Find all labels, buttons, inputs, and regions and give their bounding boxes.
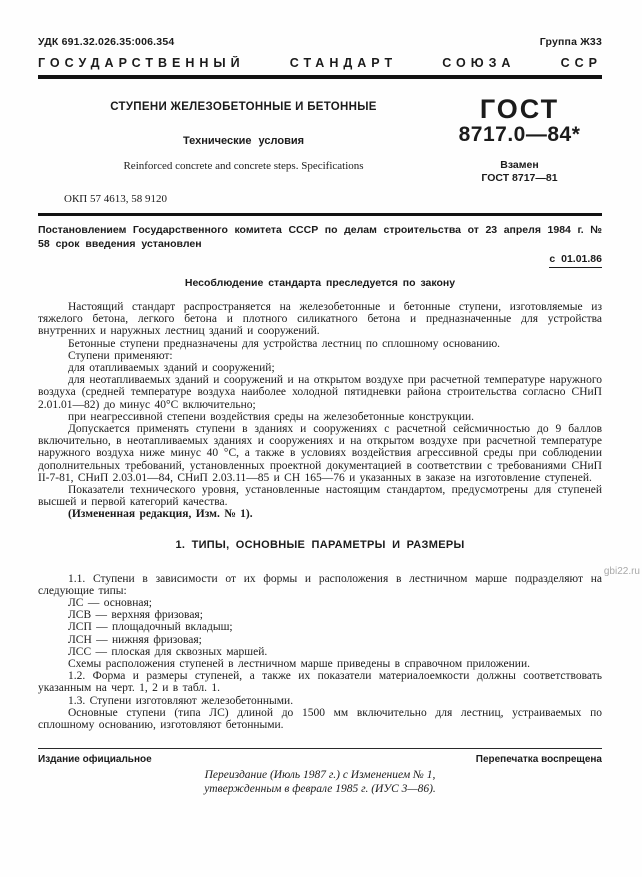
okp-code: ОКП 57 4613, 58 9120: [64, 193, 167, 205]
intro-paragraph: при неагрессивной степени воздействия среды на железобетонные конструкции.: [68, 410, 475, 423]
intro-paragraph: для неотапливаемых зданий и сооружений и на открытом воздухе при расчетной температуре наружного воздуха (средней температуре воздуха наиболее холодной пятидневки района строительства согласно СНиП 2.01.01—82) до минус 40°С включительно;: [38, 374, 602, 411]
intro-paragraph: Допускается применять ступени в зданиях и сооружениях с расчетной сейсмичностью до 9 баллов включительно, в неотапливаемых зданиях и сооружениях и на открытом воздухе при расчетной температуре наружного воздуха ниже минус 40 °С, а также в условиях воздействия агрессивной среды при соблюдении дополнительных требований, установленных проектной документацией в соответствии с требованиями СНиП II-7-81, СНиП 2.03.01—84, СНиП 2.03.11—85 и СН 165—76 и указанных в заказе на изготовление ступеней.: [38, 423, 602, 484]
classification-row: [38, 36, 602, 48]
header-divider: [38, 75, 602, 79]
section-paragraph: 1.1. Ступени в зависимости от их формы и расположения в лестничном марше подразделяют на следующие типы:: [38, 572, 602, 597]
section-paragraph: 1.2. Форма и размеры ступеней, а также их показатели материалоемкости должны соответствовать указанным на черт. 1, 2 и в табл. 1.: [38, 670, 602, 695]
step-type-item: ЛСП — площадочный вкладыш;: [68, 621, 233, 634]
group-label: Группа Ж33: [539, 36, 602, 48]
gost-label: ГОСТ: [479, 94, 560, 124]
intro-paragraph: Бетонные ступени предназначены для устройства лестниц по сплошному основанию.: [68, 337, 501, 350]
effective-date-value: с 01.01.86: [549, 253, 602, 268]
reissue-note-line1: Переиздание (Июль 1987 г.) с Изменением № 1,: [204, 769, 436, 781]
title-column: [38, 101, 437, 185]
doc-title: СТУПЕНИ ЖЕЛЕЗОБЕТОННЫЕ И БЕТОННЫЕ: [110, 101, 377, 113]
reissue-note-line2: утвержденным в феврале 1985 г. (ИУС 3—86).: [204, 783, 436, 795]
intro-paragraph: Настоящий стандарт распространяется на железобетонные и бетонные ступени, изготовляемые из тяжелого бетона, легкого бетона и плотного силикатного бетона и предназначенные для устройства внутренних и наружных лестниц зданий и сооружений.: [38, 301, 602, 338]
intro-paragraph: Показатели технического уровня, установленные настоящим стандартом, предусмотрены для ступеней высшей и первой категорий качества.: [38, 484, 602, 509]
section-paragraph: Схемы расположения ступеней в лестничном марше приведены в справочном приложении.: [68, 658, 530, 671]
footer-divider: [38, 748, 602, 749]
title-area: [38, 94, 602, 185]
law-notice: Несоблюдение стандарта преследуется по закону: [184, 277, 456, 289]
replaces-label: Взамен: [500, 159, 539, 171]
intro-paragraph: для отапливаемых зданий и сооружений;: [68, 362, 275, 375]
step-type-item: ЛС — основная;: [68, 597, 152, 610]
replaces-block: [437, 159, 602, 185]
official-edition-label: Издание официальное: [38, 754, 152, 765]
intro-section: [38, 301, 602, 521]
udk-label: УДК 691.32.026.35:006.354: [38, 36, 175, 48]
footer-labels: [38, 754, 602, 765]
decree-text: Постановлением Государственного комитета СССР по делам строительства от 23 апреля 1984 г. № 58 срок введения установлен: [38, 224, 602, 250]
section-paragraph: Основные ступени (типа ЛС) длиной до 1500 мм включительно для лестниц, устраиваемых по сплошному основанию, изготовляют бетонными.: [38, 706, 602, 732]
effective-date: [38, 253, 602, 265]
reprint-prohibited-label: Перепечатка воспрещена: [475, 754, 602, 765]
step-type-item: ЛСН — нижняя фризовая;: [68, 633, 202, 646]
section-1-body: [38, 573, 602, 732]
section-1-heading: 1. ТИПЫ, ОСНОВНЫЕ ПАРАМЕТРЫ И РАЗМЕРЫ: [175, 538, 465, 551]
step-type-item: ЛСВ — верхняя фризовая;: [68, 609, 203, 622]
title-divider: [38, 213, 602, 216]
doc-subtitle: Технические условия: [182, 135, 305, 147]
amendment-note: (Измененная редакция, Изм. № 1).: [68, 508, 253, 521]
gost-designation-block: [437, 95, 602, 185]
standard-org-line: ГОСУДАРСТВЕННЫЙ СТАНДАРТ СОЮЗА ССР: [38, 56, 602, 70]
step-type-item: ЛСС — плоская для сквозных маршей.: [68, 645, 268, 658]
section-paragraph: 1.3. Ступени изготовляют железобетонными.: [68, 694, 294, 707]
replaces-number: ГОСТ 8717—81: [481, 172, 558, 184]
page-footer: [38, 748, 602, 796]
reissue-note: [38, 768, 602, 796]
doc-subtitle-english: Reinforced concrete and concrete steps. Specifications: [123, 160, 364, 172]
intro-paragraph: Ступени применяют:: [68, 349, 173, 362]
watermark-text: gbi22.ru: [603, 566, 640, 577]
gost-number: 8717.0—84*: [458, 123, 581, 146]
